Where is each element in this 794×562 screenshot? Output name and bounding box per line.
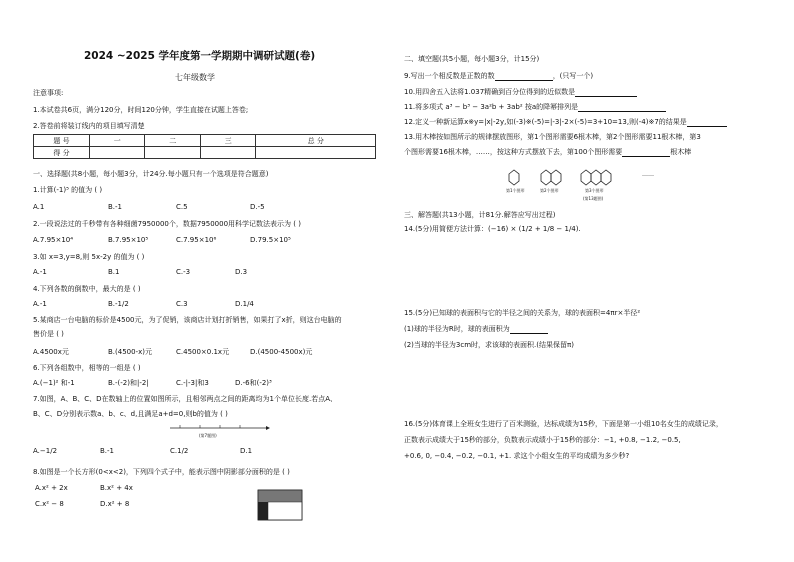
q1-stem: 1.计算(-1)⁵ 的值为 ( ) — [33, 186, 103, 194]
q8-option-d[interactable]: D.x² + 8 — [100, 500, 130, 508]
q3-stem: 3.如 x=3,y=8,则 5x-2y 的值为 ( ) — [33, 253, 145, 261]
table-header-cell: 一 — [90, 135, 145, 147]
q6-stem: 6.下列各组数中，相等的一组是 ( ) — [33, 364, 141, 372]
note-2: 2.答卷前将装订线内的项目填写清楚 — [33, 122, 145, 130]
score-cell[interactable] — [256, 147, 376, 159]
q3-option-a[interactable]: A.-1 — [33, 268, 47, 276]
q7-option-b[interactable]: B.-1 — [100, 447, 115, 455]
q15-text-line1: 15.(5分)已知球的表面积与它的半径之间的关系为，球的表面积=4πr×半径² — [404, 309, 641, 317]
q5-option-a[interactable]: A.4500x元 — [33, 348, 69, 356]
q13-fig-label-2: 第2个图形 — [540, 188, 559, 193]
q15-part1: (1)球的半径为R时，球的表面积为 — [404, 325, 548, 334]
note-1: 1.本试卷共6页，满分120分，时间120分钟，学生直接在试题上答卷; — [33, 106, 249, 114]
q13-text-line1: 13.用木棒按如图所示的规律摆放图形，第1个图形需要6根木棒，第2个图形需要11根木棒，第3 — [404, 133, 701, 141]
exam-title: 2024 ~2025 学年度第一学期期中调研试题(卷) — [84, 50, 316, 62]
subject-title: 七年级数学 — [175, 73, 215, 82]
q6-option-d[interactable]: D.-6和(-2)³ — [235, 379, 272, 387]
q8-stem: 8.如图是一个长方形(0<x<2)，下列四个式子中，能表示图中阴影部分面积的是 ( ) — [33, 468, 290, 476]
q6-option-a[interactable]: A.(−1)² 和-1 — [33, 379, 75, 387]
q5-option-d[interactable]: D.(4500-4500x)元 — [250, 348, 313, 356]
table-header-cell: 总 分 — [256, 135, 376, 147]
q13-hexagon-figure — [505, 163, 635, 203]
section1-heading: 一、选择题(共8小题，每小题3分，计24分.每小题只有一个选项是符合题意) — [33, 170, 269, 178]
q6-option-c[interactable]: C.-|-3|和3 — [176, 379, 209, 387]
q9-text: 9.写出一个相反数是正数的数 ，(只写一个) — [404, 72, 594, 80]
q8-rectangle-figure — [257, 489, 303, 521]
q13-text-line2: 个图形需要16根木棒，……，按这种方式摆放下去，第100个图形需要 根木棒 — [404, 148, 692, 156]
q6-option-b[interactable]: B.-(-2)和|-2| — [108, 379, 149, 387]
q9-answer-blank[interactable] — [495, 73, 553, 81]
q2-option-d[interactable]: D.79.5×10⁵ — [250, 236, 291, 244]
section2-heading: 二、填空题(共5小题，每小题3分，计15分) — [404, 55, 540, 63]
score-cell[interactable] — [145, 147, 200, 159]
table-header-cell: 二 — [145, 135, 200, 147]
table-header-cell: 三 — [200, 135, 255, 147]
q5-stem: 5.某商店一台电脑的标价是4500元，为了促销，该商店计划打折销售，如果打了x折，则这台电脑的 — [33, 316, 342, 324]
q15-answer-blank[interactable] — [510, 326, 548, 334]
q1-option-b[interactable]: B.-1 — [108, 203, 123, 211]
q5-option-b[interactable]: B.(4500-x)元 — [108, 348, 152, 356]
q1-option-d[interactable]: D.-5 — [250, 203, 265, 211]
q4-option-a[interactable]: A.-1 — [33, 300, 47, 308]
table-header-cell: 题 号 — [34, 135, 90, 147]
q15-part2: (2)当球的半径为3cm时，求该球的表面积.(结果保留π) — [404, 341, 574, 349]
q7-option-d[interactable]: D.1 — [240, 447, 253, 455]
q2-option-b[interactable]: B.7.95×10⁵ — [108, 236, 149, 244]
q12-answer-blank[interactable] — [687, 119, 727, 127]
q1-option-c[interactable]: C.5 — [176, 203, 188, 211]
q8-option-a[interactable]: A.x² + 2x — [35, 484, 68, 492]
q11-text: 11.将多项式 a³ − b³ − 3a²b + 3ab² 按a的降幂排列是 — [404, 103, 666, 112]
section3-heading: 三、解答题(共13小题，计81分.解答应写出过程) — [404, 211, 556, 219]
q11-answer-blank[interactable] — [578, 104, 666, 112]
q16-text-line1: 16.(5分)体育课上全班女生进行了百米测验，达标成绩为15秒，下面是第一小组10名女生的成绩记录， — [404, 420, 723, 428]
q7-stem-cont: B、C、D分别表示数a、b、c、d,且满足a+d=0,则b的值为 ( ) — [33, 410, 228, 418]
q16-text-line3: +0.6, 0, −0.4, −0.2, −0.1, +1. 求这个小组女生的平均成绩为多少秒? — [404, 452, 630, 460]
table-row — [34, 135, 376, 147]
q13-fig-ellipsis: …… — [642, 171, 654, 178]
q14-text: 14.(5分)用简便方法计算：(−16) × (1/2 + 1/8 − 1/4). — [404, 225, 581, 233]
q2-stem: 2.一段说法过的千秒带有各种细菌7950000个，数据7950000用科学记数法表示为 ( ) — [33, 220, 301, 228]
q7-option-a[interactable]: A.−1/2 — [33, 447, 58, 455]
q7-number-line — [170, 422, 270, 440]
score-cell[interactable] — [200, 147, 255, 159]
table-row-label: 得 分 — [34, 147, 90, 159]
q7-fig-caption: (第7题图) — [199, 433, 217, 438]
q16-text-line2: 正数表示成绩大于15秒的部分，负数表示成绩小于15秒的部分：−1, +0.8, −1.2, −0.5, — [404, 436, 681, 444]
q8-option-c[interactable]: C.x² − 8 — [35, 500, 64, 508]
q13-answer-blank[interactable] — [622, 149, 670, 157]
table-row — [34, 147, 376, 159]
q1-option-a[interactable]: A.1 — [33, 203, 45, 211]
q5-option-c[interactable]: C.4500×0.1x元 — [176, 348, 230, 356]
q13-fig-caption: (第13题图) — [583, 196, 604, 201]
q5-stem-cont: 售价是 ( ) — [33, 330, 64, 338]
q7-option-c[interactable]: C.1/2 — [170, 447, 189, 455]
q10-text: 10.用四舍五入法将1.037精确到百分位得到的近似数是 — [404, 88, 637, 97]
q4-option-d[interactable]: D.1/4 — [235, 300, 254, 308]
q4-option-c[interactable]: C.3 — [176, 300, 188, 308]
score-table — [33, 134, 376, 159]
q2-option-c[interactable]: C.7.95×10⁶ — [176, 236, 217, 244]
q7-stem: 7.如图，A、B、C、D在数轴上的位置如图所示，且相邻两点之间的距离均为1个单位长度.若点A、 — [33, 395, 338, 403]
q3-option-c[interactable]: C.-3 — [176, 268, 191, 276]
q3-option-b[interactable]: B.1 — [108, 268, 120, 276]
q8-option-b[interactable]: B.x² + 4x — [100, 484, 133, 492]
q2-option-a[interactable]: A.7.95×10⁴ — [33, 236, 74, 244]
q13-fig-label-3: 第3个图形 — [585, 188, 604, 193]
q4-stem: 4.下列各数的倒数中，最大的是 ( ) — [33, 285, 141, 293]
q3-option-d[interactable]: D.3 — [235, 268, 248, 276]
q10-answer-blank[interactable] — [575, 89, 637, 97]
q13-fig-label-1: 第1个图形 — [506, 188, 525, 193]
score-cell[interactable] — [90, 147, 145, 159]
q4-option-b[interactable]: B.-1/2 — [108, 300, 129, 308]
notes-heading: 注意事项: — [33, 89, 64, 97]
q12-text: 12.定义一种新运算x※y=|x|-2y,如(-3)※(-5)=|-3|-2×(-5)=3+10=13,则(-4)※7的结果是 — [404, 118, 727, 127]
